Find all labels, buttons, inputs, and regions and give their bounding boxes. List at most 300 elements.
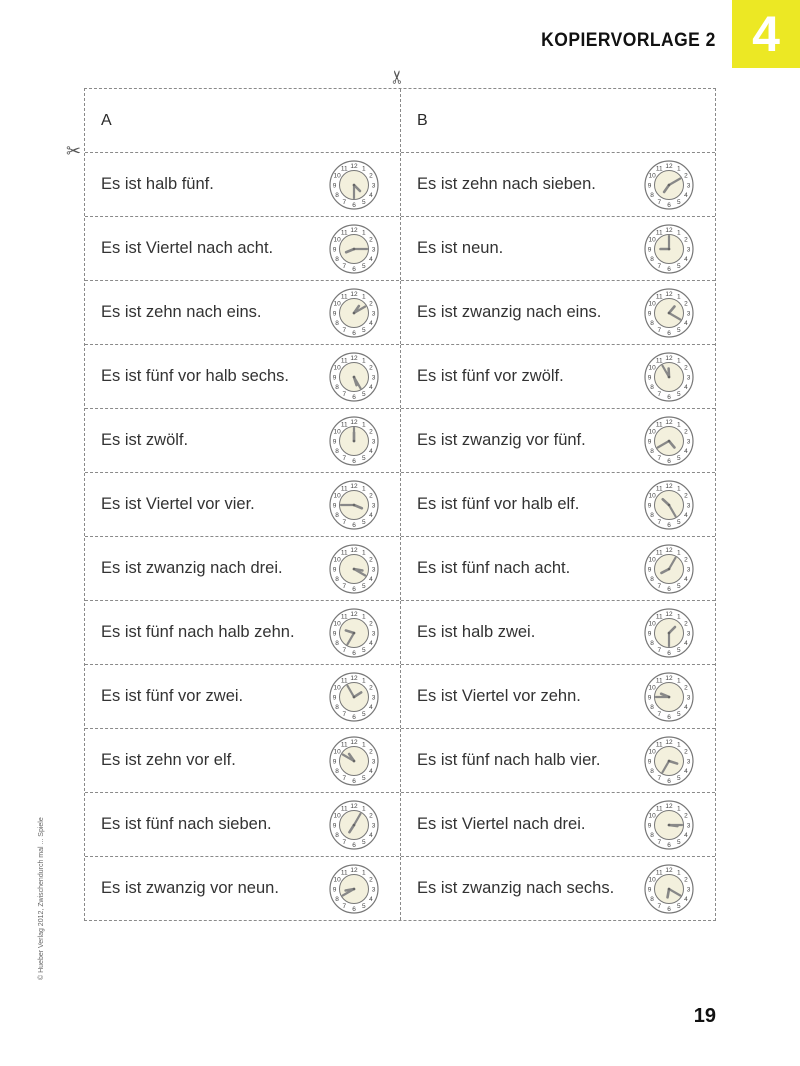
time-card-b — [400, 857, 715, 920]
clock-numeral: 5 — [361, 647, 366, 655]
clock-numeral: 5 — [676, 519, 681, 527]
clock-numeral: 8 — [335, 768, 339, 776]
clock-numeral: 3 — [371, 886, 376, 894]
clock-numeral: 10 — [333, 684, 341, 692]
clock-numeral: 3 — [371, 694, 376, 702]
clock-numeral: 12 — [665, 610, 673, 618]
time-sentence: Es ist zwanzig vor neun. — [101, 879, 279, 897]
clock-numeral: 10 — [333, 492, 341, 500]
clock-numeral: 10 — [333, 236, 341, 244]
clock-numeral: 4 — [369, 768, 373, 776]
clock-numeral: 7 — [342, 199, 347, 207]
card-row — [85, 280, 715, 344]
clock-numeral: 8 — [335, 640, 339, 648]
clock-numeral: 3 — [371, 246, 376, 254]
clock-numeral: 7 — [342, 519, 347, 527]
clock-numeral: 7 — [657, 455, 662, 463]
clock-numeral: 4 — [684, 192, 688, 200]
clock-numeral: 4 — [369, 832, 373, 840]
clock-numeral: 6 — [352, 457, 356, 465]
clock-numeral: 11 — [340, 549, 348, 557]
clock-numeral: 6 — [352, 329, 356, 337]
clock-numeral: 8 — [650, 512, 654, 520]
clock-numeral: 11 — [340, 741, 348, 749]
clock-numeral: 9 — [647, 374, 652, 382]
clock-numeral: 7 — [657, 775, 662, 783]
clock-numeral: 10 — [648, 492, 656, 500]
time-sentence: Es ist fünf nach sieben. — [101, 815, 272, 833]
clock-numeral: 1 — [361, 869, 366, 877]
clock-numeral: 10 — [333, 172, 341, 180]
clock-numeral: 11 — [340, 229, 348, 237]
clock-numeral: 5 — [676, 903, 681, 911]
clock-numeral: 2 — [684, 620, 688, 628]
clock-numeral: 9 — [647, 246, 652, 254]
clock-numeral: 3 — [371, 502, 376, 510]
clock-numeral: 2 — [369, 812, 373, 820]
time-card-a — [85, 473, 400, 536]
clock-numeral: 5 — [361, 455, 366, 463]
clock-numeral: 1 — [361, 741, 366, 749]
clock-icon — [328, 287, 380, 339]
clock-numeral: 11 — [340, 869, 348, 877]
clock-numeral: 10 — [648, 236, 656, 244]
time-card-a — [85, 665, 400, 728]
clock-numeral: 12 — [665, 866, 673, 874]
clock-numeral: 6 — [352, 905, 356, 913]
card-row — [85, 728, 715, 792]
clock-icon — [328, 671, 380, 723]
clock-numeral: 4 — [369, 512, 373, 520]
card-row — [85, 600, 715, 664]
column-headers — [85, 89, 715, 152]
time-sentence: Es ist fünf vor halb sechs. — [101, 367, 290, 385]
clock-numeral: 9 — [647, 566, 652, 574]
clock-numeral: 2 — [684, 812, 688, 820]
clock-icon — [328, 799, 380, 851]
clock-numeral: 11 — [340, 165, 348, 173]
clock-numeral: 7 — [657, 839, 662, 847]
clock-numeral: 1 — [361, 293, 366, 301]
time-card-b — [400, 729, 715, 792]
clock-numeral: 11 — [655, 677, 663, 685]
clock-numeral: 1 — [676, 869, 681, 877]
clock-numeral: 1 — [676, 613, 681, 621]
clock-numeral: 4 — [369, 256, 373, 264]
clock-icon — [328, 479, 380, 531]
clock-icon — [328, 863, 380, 915]
clock-numeral: 5 — [361, 519, 366, 527]
clock-numeral: 12 — [350, 610, 358, 618]
clock-numeral: 1 — [361, 229, 366, 237]
clock-numeral: 7 — [342, 455, 347, 463]
clock-numeral: 11 — [655, 613, 663, 621]
clock-numeral: 7 — [342, 391, 347, 399]
time-card-b — [400, 473, 715, 536]
clock-numeral: 4 — [369, 192, 373, 200]
clock-numeral: 12 — [665, 290, 673, 298]
clock-numeral: 1 — [676, 549, 681, 557]
clock-numeral: 12 — [350, 418, 358, 426]
clock-numeral: 6 — [352, 777, 356, 785]
clock-numeral: 10 — [648, 684, 656, 692]
time-card-b — [400, 153, 715, 216]
clock-numeral: 3 — [686, 822, 691, 830]
time-card-b — [400, 281, 715, 344]
clock-numeral: 9 — [332, 886, 337, 894]
time-sentence: Es ist fünf nach halb zehn. — [101, 623, 295, 641]
clock-icon — [328, 223, 380, 275]
clock-numeral: 7 — [342, 903, 347, 911]
clock-numeral: 2 — [684, 876, 688, 884]
clock-numeral: 9 — [332, 694, 337, 702]
card-row — [85, 856, 715, 920]
time-sentence: Es ist neun. — [417, 239, 504, 257]
clock-numeral: 1 — [676, 485, 681, 493]
chapter-tab: 4 — [732, 0, 800, 68]
clock-icon — [643, 735, 695, 787]
clock-numeral: 7 — [342, 263, 347, 271]
clock-icon — [643, 415, 695, 467]
clock-numeral: 12 — [665, 738, 673, 746]
clock-numeral: 12 — [350, 738, 358, 746]
clock-numeral: 5 — [361, 775, 366, 783]
clock-numeral: 12 — [350, 290, 358, 298]
clock-numeral: 7 — [657, 647, 662, 655]
clock-numeral: 7 — [342, 327, 347, 335]
clock-numeral: 4 — [369, 640, 373, 648]
clock-numeral: 6 — [667, 265, 671, 273]
clock-numeral: 10 — [333, 620, 341, 628]
clock-numeral: 1 — [361, 549, 366, 557]
clock-numeral: 9 — [647, 502, 652, 510]
card-row — [85, 536, 715, 600]
clock-numeral: 5 — [676, 775, 681, 783]
clock-numeral: 2 — [369, 172, 373, 180]
clock-numeral: 2 — [684, 684, 688, 692]
clock-numeral: 8 — [650, 320, 654, 328]
clock-numeral: 12 — [665, 674, 673, 682]
clock-numeral: 4 — [684, 832, 688, 840]
clock-numeral: 4 — [369, 320, 373, 328]
clock-numeral: 11 — [340, 293, 348, 301]
clock-numeral: 8 — [650, 576, 654, 584]
clock-numeral: 5 — [676, 199, 681, 207]
clock-numeral: 11 — [655, 869, 663, 877]
time-card-b — [400, 537, 715, 600]
clock-numeral: 12 — [350, 674, 358, 682]
clock-numeral: 3 — [371, 758, 376, 766]
clock-numeral: 11 — [655, 805, 663, 813]
clock-numeral: 7 — [657, 391, 662, 399]
clock-numeral: 9 — [647, 182, 652, 190]
clock-numeral: 4 — [369, 704, 373, 712]
clock-numeral: 3 — [371, 630, 376, 638]
header-title: KOPIERVORLAGE 2 — [541, 30, 716, 51]
clock-numeral: 4 — [369, 896, 373, 904]
time-sentence: Es ist fünf nach acht. — [417, 559, 571, 577]
time-card-b — [400, 665, 715, 728]
clock-numeral: 8 — [650, 384, 654, 392]
clock-numeral: 3 — [686, 502, 691, 510]
clock-numeral: 9 — [647, 630, 652, 638]
clock-numeral: 7 — [657, 263, 662, 271]
time-card-b — [400, 601, 715, 664]
clock-numeral: 11 — [655, 357, 663, 365]
clock-numeral: 1 — [361, 613, 366, 621]
time-sentence: Es ist fünf nach halb vier. — [417, 751, 601, 769]
clock-numeral: 2 — [369, 300, 373, 308]
clock-numeral: 2 — [684, 428, 688, 436]
clock-numeral: 7 — [657, 199, 662, 207]
clock-numeral: 10 — [333, 428, 341, 436]
clock-numeral: 7 — [657, 327, 662, 335]
clock-numeral: 4 — [684, 320, 688, 328]
clock-numeral: 12 — [665, 802, 673, 810]
time-card-a — [85, 217, 400, 280]
clock-numeral: 12 — [350, 866, 358, 874]
clock-numeral: 9 — [332, 438, 337, 446]
clock-numeral: 5 — [676, 455, 681, 463]
clock-numeral: 8 — [335, 512, 339, 520]
clock-numeral: 7 — [657, 519, 662, 527]
clock-icon — [328, 351, 380, 403]
clock-numeral: 1 — [676, 229, 681, 237]
clock-numeral: 3 — [686, 566, 691, 574]
clock-numeral: 12 — [350, 482, 358, 490]
clock-numeral: 1 — [361, 805, 366, 813]
clock-numeral: 8 — [650, 256, 654, 264]
clock-numeral: 9 — [647, 438, 652, 446]
clock-numeral: 10 — [648, 364, 656, 372]
clock-numeral: 9 — [332, 182, 337, 190]
clock-numeral: 6 — [667, 393, 671, 401]
clock-numeral: 6 — [667, 457, 671, 465]
clock-numeral: 10 — [333, 812, 341, 820]
clock-numeral: 10 — [648, 428, 656, 436]
clock-numeral: 5 — [361, 839, 366, 847]
clock-icon — [643, 863, 695, 915]
clock-numeral: 3 — [686, 246, 691, 254]
clock-numeral: 6 — [667, 201, 671, 209]
clock-numeral: 7 — [657, 583, 662, 591]
clock-numeral: 1 — [676, 357, 681, 365]
clock-numeral: 5 — [676, 391, 681, 399]
clock-numeral: 2 — [684, 172, 688, 180]
clock-numeral: 10 — [648, 300, 656, 308]
clock-numeral: 7 — [342, 711, 347, 719]
clock-numeral: 6 — [667, 521, 671, 529]
clock-numeral: 9 — [332, 310, 337, 318]
clock-numeral: 6 — [667, 777, 671, 785]
clock-numeral: 12 — [665, 418, 673, 426]
clock-numeral: 4 — [369, 448, 373, 456]
clock-numeral: 8 — [650, 896, 654, 904]
column-header-b: B — [400, 89, 715, 152]
time-sentence: Es ist zehn vor elf. — [101, 751, 236, 769]
time-card-a — [85, 857, 400, 920]
clock-numeral: 4 — [684, 256, 688, 264]
clock-numeral: 11 — [655, 549, 663, 557]
clock-icon — [328, 543, 380, 595]
clock-numeral: 7 — [342, 775, 347, 783]
clock-numeral: 5 — [361, 711, 366, 719]
time-sentence: Es ist halb zwei. — [417, 623, 536, 641]
clock-icon — [643, 799, 695, 851]
page-number: 19 — [693, 1005, 716, 1027]
copyright-note: © Hueber Verlag 2012, Zwischendurch mal ... Spiele — [38, 817, 45, 980]
clock-icon — [643, 543, 695, 595]
clock-numeral: 5 — [676, 647, 681, 655]
clock-numeral: 5 — [361, 903, 366, 911]
clock-numeral: 12 — [665, 354, 673, 362]
clock-numeral: 2 — [684, 492, 688, 500]
clock-icon — [643, 287, 695, 339]
clock-numeral: 5 — [676, 327, 681, 335]
clock-numeral: 12 — [350, 162, 358, 170]
clock-numeral: 6 — [352, 649, 356, 657]
clock-numeral: 2 — [369, 236, 373, 244]
clock-numeral: 11 — [655, 293, 663, 301]
clock-icon — [643, 159, 695, 211]
clock-numeral: 8 — [335, 256, 339, 264]
time-sentence: Es ist zwanzig vor fünf. — [417, 431, 586, 449]
clock-numeral: 4 — [684, 576, 688, 584]
clock-numeral: 5 — [676, 583, 681, 591]
clock-numeral: 4 — [369, 384, 373, 392]
clock-numeral: 10 — [648, 748, 656, 756]
clock-numeral: 3 — [686, 694, 691, 702]
clock-numeral: 3 — [371, 182, 376, 190]
clock-numeral: 6 — [667, 841, 671, 849]
clock-numeral: 9 — [647, 310, 652, 318]
time-card-a — [85, 729, 400, 792]
time-card-a — [85, 537, 400, 600]
clock-numeral: 9 — [647, 758, 652, 766]
clock-numeral: 9 — [647, 822, 652, 830]
clock-numeral: 12 — [350, 546, 358, 554]
clock-numeral: 8 — [335, 896, 339, 904]
scissors-icon: ✂ — [66, 141, 82, 161]
clock-numeral: 3 — [686, 310, 691, 318]
clock-numeral: 8 — [335, 704, 339, 712]
time-card-b — [400, 793, 715, 856]
time-card-b — [400, 409, 715, 472]
clock-numeral: 1 — [676, 421, 681, 429]
clock-numeral: 5 — [361, 391, 366, 399]
column-header-a: A — [101, 112, 112, 129]
time-card-a — [85, 793, 400, 856]
clock-numeral: 8 — [650, 640, 654, 648]
clock-numeral: 3 — [686, 374, 691, 382]
clock-numeral: 6 — [667, 905, 671, 913]
clock-numeral: 9 — [332, 758, 337, 766]
clock-numeral: 1 — [676, 805, 681, 813]
clock-numeral: 4 — [684, 512, 688, 520]
clock-numeral: 6 — [352, 265, 356, 273]
clock-icon — [643, 223, 695, 275]
clock-numeral: 3 — [371, 822, 376, 830]
clock-numeral: 1 — [361, 165, 366, 173]
clock-numeral: 8 — [335, 192, 339, 200]
clock-numeral: 11 — [340, 677, 348, 685]
clock-numeral: 8 — [335, 384, 339, 392]
clock-numeral: 11 — [340, 421, 348, 429]
clock-numeral: 12 — [665, 482, 673, 490]
clock-numeral: 6 — [352, 713, 356, 721]
clock-numeral: 3 — [371, 566, 376, 574]
scissors-icon: ✂ — [387, 69, 408, 85]
clock-numeral: 12 — [350, 354, 358, 362]
clock-numeral: 11 — [655, 741, 663, 749]
clock-numeral: 12 — [350, 802, 358, 810]
clock-numeral: 2 — [684, 364, 688, 372]
clock-numeral: 10 — [648, 556, 656, 564]
clock-numeral: 8 — [335, 448, 339, 456]
clock-numeral: 7 — [342, 647, 347, 655]
time-sentence: Es ist Viertel nach drei. — [417, 815, 586, 833]
clock-icon — [643, 671, 695, 723]
clock-numeral: 6 — [352, 521, 356, 529]
clock-numeral: 4 — [684, 768, 688, 776]
clock-numeral: 8 — [650, 704, 654, 712]
clock-numeral: 6 — [667, 329, 671, 337]
clock-numeral: 11 — [655, 229, 663, 237]
clock-numeral: 6 — [352, 393, 356, 401]
card-row — [85, 408, 715, 472]
clock-numeral: 4 — [684, 384, 688, 392]
time-sentence: Es ist zehn nach eins. — [101, 303, 262, 321]
clock-numeral: 6 — [667, 649, 671, 657]
clock-numeral: 1 — [676, 165, 681, 173]
time-sentence: Es ist fünf vor zwölf. — [417, 367, 564, 385]
card-row — [85, 472, 715, 536]
clock-numeral: 2 — [369, 556, 373, 564]
clock-numeral: 3 — [371, 374, 376, 382]
clock-numeral: 10 — [333, 748, 341, 756]
clock-numeral: 2 — [369, 876, 373, 884]
clock-icon — [643, 479, 695, 531]
clock-numeral: 6 — [667, 585, 671, 593]
clock-numeral: 10 — [333, 364, 341, 372]
clock-numeral: 4 — [684, 448, 688, 456]
clock-icon — [328, 415, 380, 467]
clock-icon — [643, 607, 695, 659]
clock-numeral: 8 — [650, 448, 654, 456]
clock-numeral: 3 — [686, 758, 691, 766]
time-sentence: Es ist Viertel nach acht. — [101, 239, 274, 257]
clock-numeral: 3 — [371, 438, 376, 446]
card-row — [85, 792, 715, 856]
clock-numeral: 3 — [686, 630, 691, 638]
clock-numeral: 11 — [340, 485, 348, 493]
clock-numeral: 7 — [657, 711, 662, 719]
clock-numeral: 2 — [369, 684, 373, 692]
clock-numeral: 5 — [361, 199, 366, 207]
clock-numeral: 8 — [335, 832, 339, 840]
clock-numeral: 1 — [676, 677, 681, 685]
time-card-a — [85, 601, 400, 664]
card-row — [85, 216, 715, 280]
clock-numeral: 10 — [648, 620, 656, 628]
clock-numeral: 11 — [655, 165, 663, 173]
clock-numeral: 5 — [361, 263, 366, 271]
clock-numeral: 10 — [333, 556, 341, 564]
time-sentence: Es ist Viertel vor vier. — [101, 495, 255, 513]
clock-numeral: 11 — [655, 421, 663, 429]
clock-numeral: 2 — [369, 428, 373, 436]
clock-numeral: 10 — [333, 876, 341, 884]
